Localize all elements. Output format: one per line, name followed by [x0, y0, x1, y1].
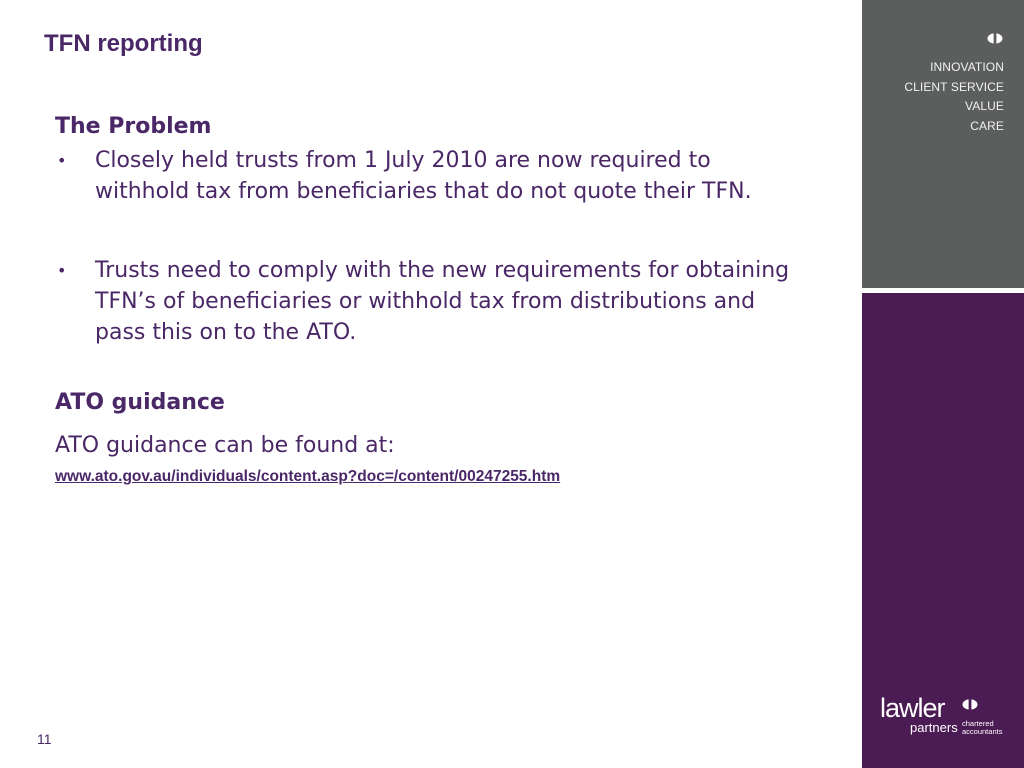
value-innovation: INNOVATION	[930, 60, 1004, 74]
bullet-text: Closely held trusts from 1 July 2010 are now required to withhold tax from beneficiaries that do not quote their TFN.	[95, 148, 752, 204]
slide-title: TFN reporting	[44, 30, 203, 57]
value-value: VALUE	[965, 99, 1004, 113]
sidebar-values-panel	[862, 0, 1024, 288]
bullet-text: Trusts need to comply with the new requirements for obtaining TFN’s of beneficiaries or withhold tax from distributions and pass this on to the ATO.	[95, 258, 790, 345]
guidance-text: ATO guidance can be found at:	[55, 433, 395, 458]
value-client-service: CLIENT SERVICE	[904, 79, 1004, 94]
logo-mark-icon	[962, 699, 978, 710]
company-values-list	[904, 58, 1004, 136]
logo-subtext: partners	[910, 720, 958, 735]
lawler-partners-logo	[880, 693, 1010, 743]
slide-content	[55, 114, 805, 486]
bullet-dot-icon: •	[57, 151, 67, 170]
bullet-item	[55, 255, 805, 348]
value-care: CARE	[970, 118, 1004, 133]
bullet-item	[55, 145, 805, 207]
logo-tagline	[962, 720, 1002, 736]
problem-heading: The Problem	[55, 114, 212, 139]
logo-wordmark: lawler	[880, 693, 945, 723]
logo-tag-line: accountants	[962, 727, 1003, 736]
ato-guidance-link[interactable]: www.ato.gov.au/individuals/content.asp?doc=/content/00247255.htm	[55, 468, 561, 485]
guidance-heading: ATO guidance	[55, 390, 225, 415]
bullet-dot-icon: •	[57, 261, 67, 280]
sidebar-brand-panel	[862, 293, 1024, 768]
logo-tag-line: chartered	[962, 719, 994, 728]
bullet-list	[55, 145, 805, 348]
page-number: 11	[37, 731, 52, 747]
brand-mark-icon	[987, 33, 1003, 44]
